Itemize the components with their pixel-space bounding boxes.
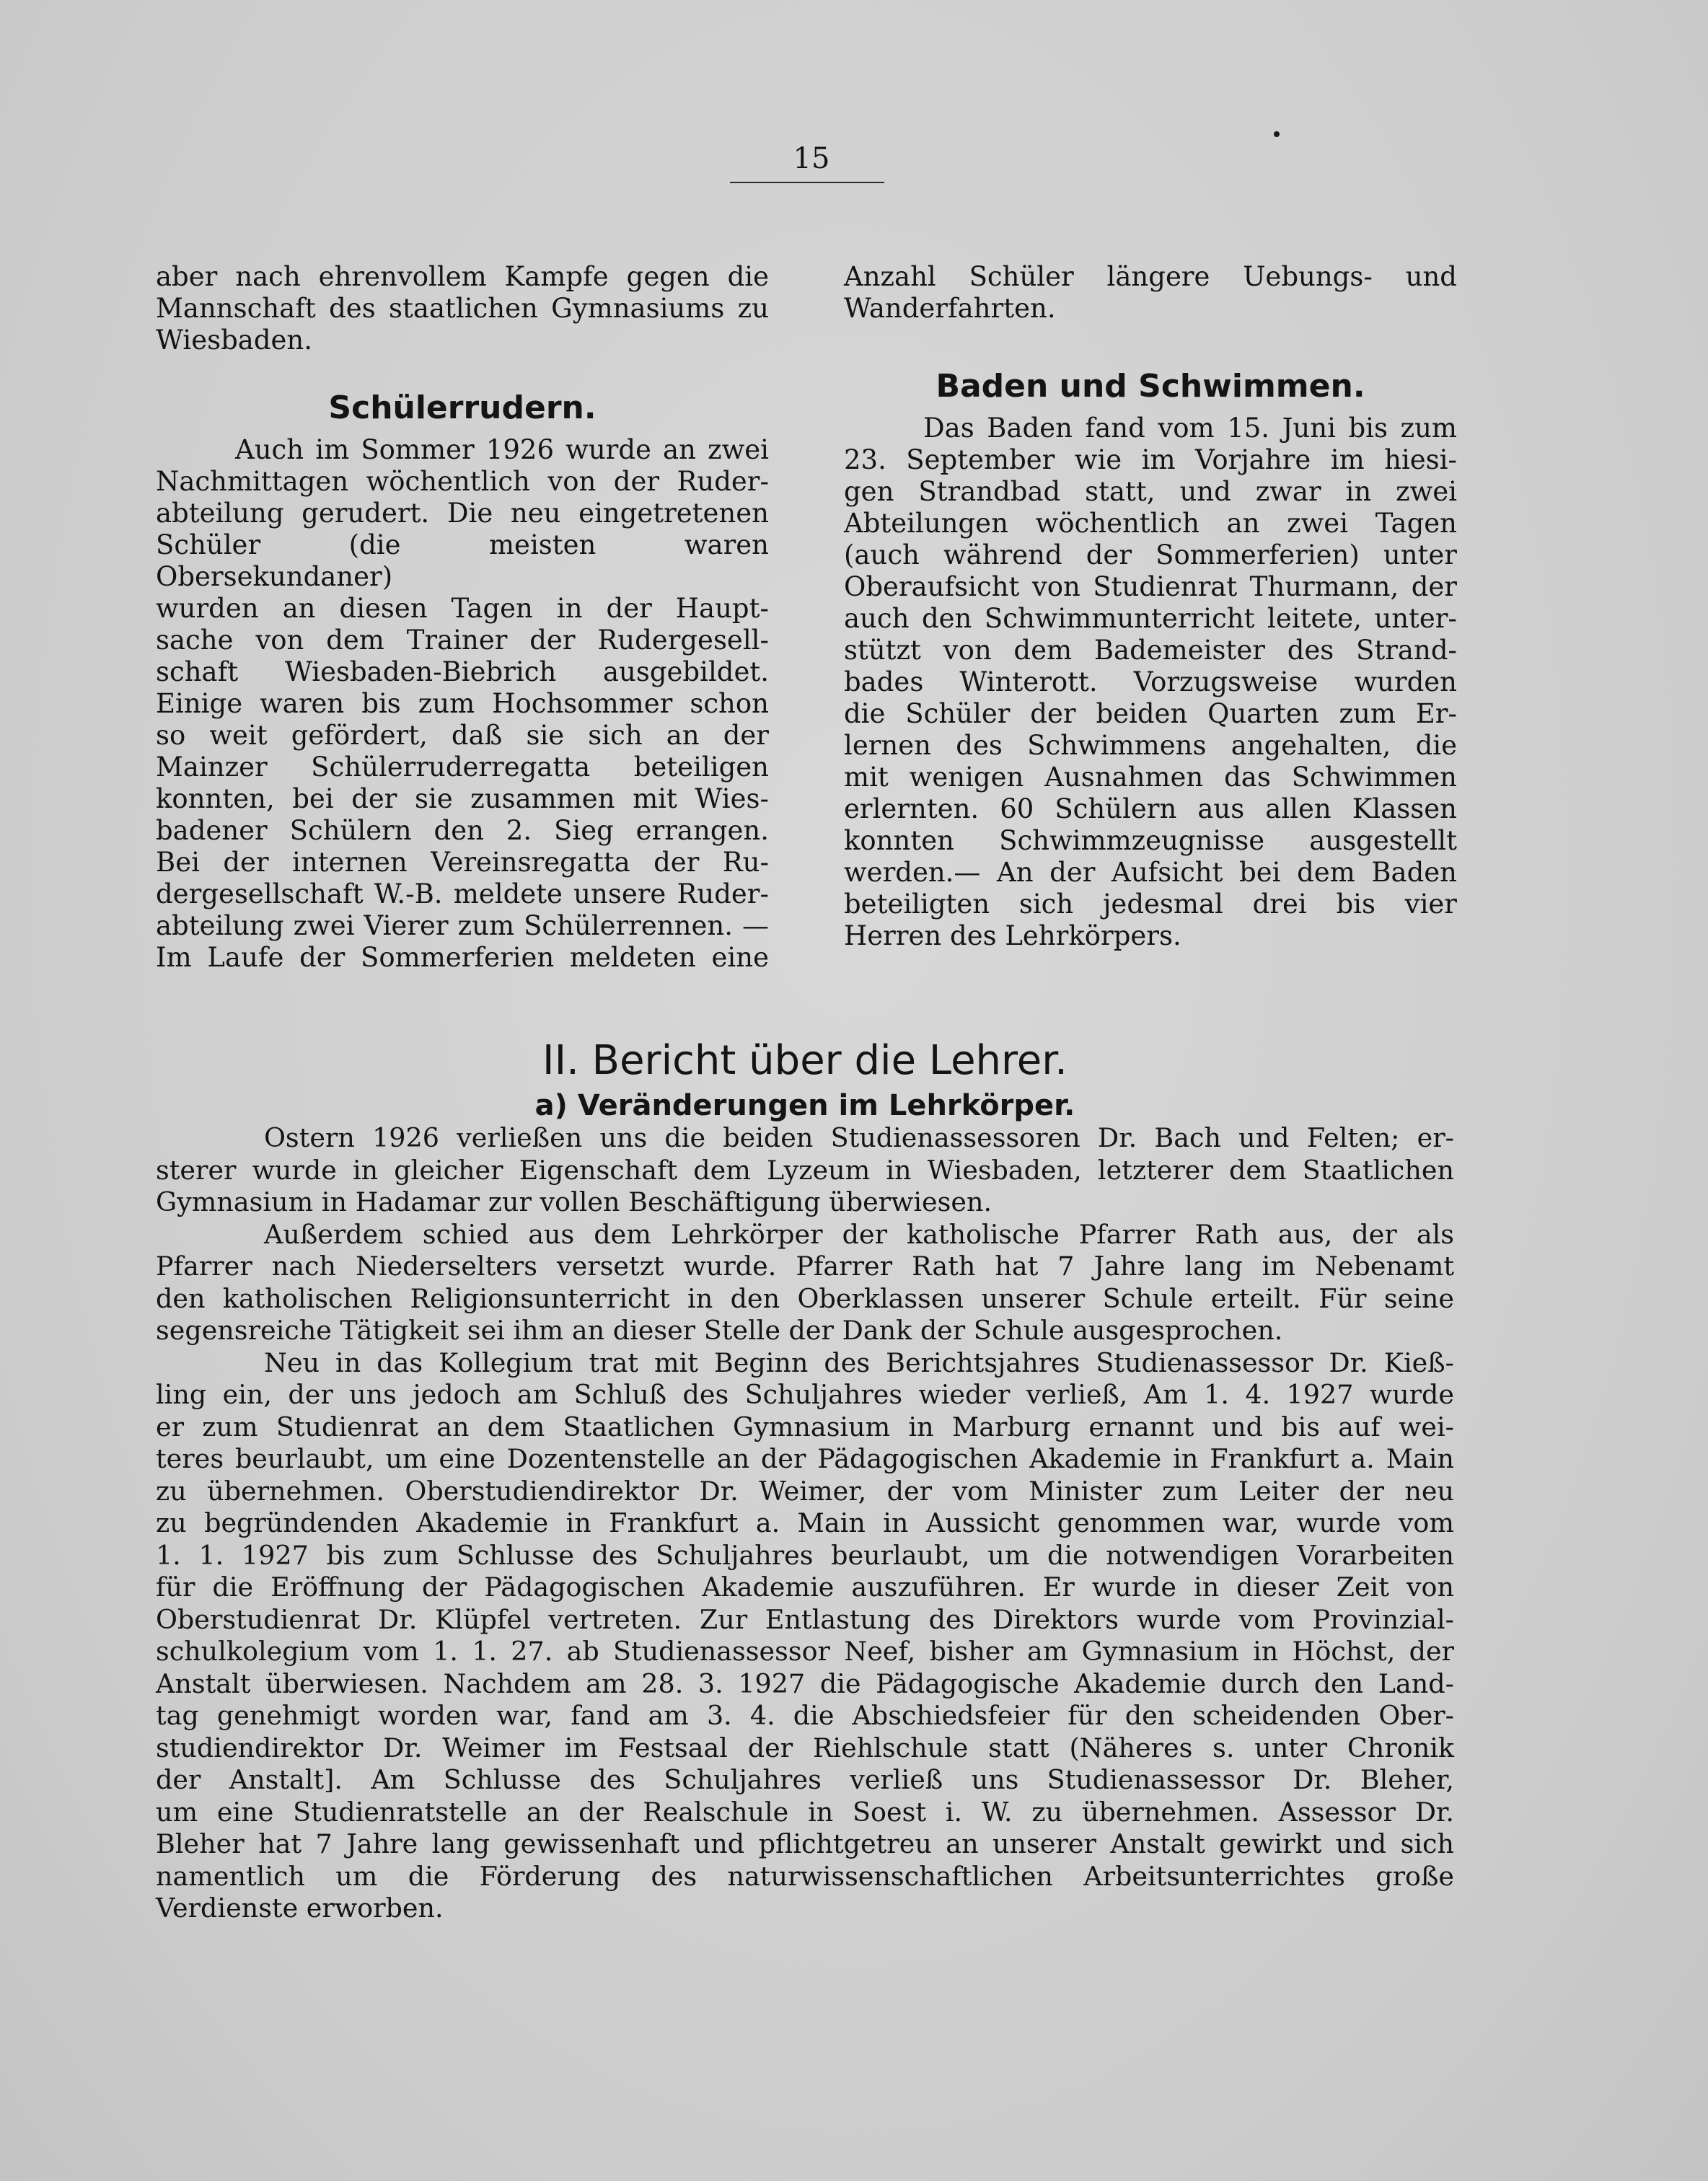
- right-intro: [844, 261, 1457, 325]
- heading-schuelerrudern: Schülerrudern.: [328, 389, 597, 426]
- section-body: [156, 1122, 1454, 1925]
- text-line: tag genehmigt worden war, fand am 3. 4. die Abschiedsfeier für den scheidenden Ober-: [156, 1700, 1454, 1731]
- text-line: Neu in das Kollegium trat mit Beginn des Berichtsjahres Studienassessor Dr. Kieß-: [264, 1347, 1454, 1378]
- text-line: Oberstudienrat Dr. Klüpfel vertreten. Zur Entlastung des Direktors wurde vom Provinzial-: [156, 1603, 1454, 1635]
- text-line: namentlich um die Förderung des naturwissenschaftlichen Arbeitsunterrichtes große: [156, 1860, 1454, 1892]
- body-paragraph: [156, 1219, 1454, 1347]
- text-line: zu übernehmen. Oberstudiendirektor Dr. Weimer, der vom Minister zum Leiter der neu: [156, 1475, 1454, 1507]
- text-line: 23. September wie im Vorjahre im hiesi-: [844, 444, 1457, 475]
- text-line: (auch während der Sommerferien) unter: [844, 539, 1457, 570]
- text-line: der Anstalt]. Am Schlusse des Schuljahres verließ uns Studienassessor Dr. Bleher,: [156, 1764, 1454, 1795]
- subsection-title: a) Veränderungen im Lehrkörper.: [534, 1089, 1075, 1122]
- text-line: konnten, bei der sie zusammen mit Wies-: [156, 783, 769, 814]
- text-line: mit wenigen Ausnahmen das Schwimmen: [844, 762, 1457, 793]
- text-line: bades Winterott. Vorzugsweise wurden: [844, 666, 1457, 697]
- text-line: badener Schülern den 2. Sieg errangen.: [156, 815, 769, 846]
- left-intro: [156, 261, 769, 356]
- text-line: den katholischen Religionsunterricht in den Oberklassen unserer Schule erteilt. Für seine: [156, 1282, 1454, 1314]
- text-line: gen Strandbad statt, und zwar in zwei: [844, 476, 1457, 507]
- right-column: [844, 261, 1457, 952]
- text-line: Oberaufsicht von Studienrat Thurmann, der: [844, 571, 1457, 602]
- text-line: zu begründenden Akademie in Frankfurt a. Main in Aussicht genommen war, wurde vom: [156, 1507, 1454, 1538]
- text-line: Im Laufe der Sommerferien meldeten eine: [156, 942, 769, 973]
- text-line: Verdienste erworben.: [156, 1893, 444, 1924]
- text-line: ling ein, der uns jedoch am Schluß des Schuljahres wieder verließ, Am 1. 4. 1927 wurde: [156, 1379, 1454, 1410]
- left-paragraph: [156, 434, 769, 974]
- text-line: sterer wurde in gleicher Eigenschaft dem Lyzeum in Wiesbaden, letzterer dem Staatlichen: [156, 1154, 1454, 1186]
- text-line: so weit gefördert, daß sie sich an der: [156, 720, 769, 751]
- left-column: [156, 261, 769, 974]
- text-line: Mainzer Schülerruderregatta beteiligen: [156, 752, 769, 783]
- text-line: Mannschaft des staatlichen Gymnasiums zu: [156, 293, 769, 324]
- text-line: Außerdem schied aus dem Lehrkörper der katholische Pfarrer Rath aus, der als: [264, 1218, 1454, 1250]
- text-line: Bleher hat 7 Jahre lang gewissenhaft und pflichtgetreu an unserer Anstalt gewirkt und sich: [156, 1828, 1454, 1859]
- text-line: Wiesbaden.: [156, 325, 313, 356]
- text-line: abteilung gerudert. Die neu eingetretenen: [156, 498, 769, 529]
- page-number-rule: [730, 182, 884, 183]
- right-paragraph: [844, 413, 1457, 952]
- text-line: für die Eröffnung der Pädagogischen Akademie auszuführen. Er wurde in dieser Zeit von: [156, 1572, 1454, 1603]
- text-line: beteiligten sich jedesmal drei bis vier: [844, 889, 1457, 920]
- text-line: Anstalt überwiesen. Nachdem am 28. 3. 1927 die Pädagogische Akademie durch den Land-: [156, 1667, 1454, 1699]
- text-line: Das Baden fand vom 15. Juni bis zum: [923, 413, 1457, 444]
- text-line: abteilung zwei Vierer zum Schülerrennen. —: [156, 910, 769, 941]
- text-line: Bei der internen Vereinsregatta der Ru-: [156, 847, 769, 878]
- text-line: Anzahl Schüler längere Uebungs- und: [844, 261, 1457, 292]
- text-line: werden.— An der Aufsicht bei dem Baden: [844, 857, 1457, 888]
- section-title: II. Bericht über die Lehrer.: [542, 1037, 1068, 1084]
- scan-speck: [1274, 131, 1280, 137]
- text-line: segensreiche Tätigkeit sei ihm an dieser Stelle der Dank der Schule ausgesprochen.: [156, 1315, 1283, 1346]
- text-line: sache von dem Trainer der Rudergesell-: [156, 625, 769, 656]
- text-line: aber nach ehrenvollem Kampfe gegen die: [156, 261, 769, 292]
- text-line: er zum Studienrat an dem Staatlichen Gymnasium in Marburg ernannt und bis auf wei-: [156, 1411, 1454, 1442]
- text-line: Schüler (die meisten waren Obersekundaner): [156, 529, 769, 592]
- text-line: lernen des Schwimmens angehalten, die: [844, 730, 1457, 761]
- text-line: Einige waren bis zum Hochsommer schon: [156, 688, 769, 719]
- text-line: auch den Schwimmunterricht leitete, unter-: [844, 603, 1457, 634]
- text-line: 1. 1. 1927 bis zum Schlusse des Schuljahres beurlaubt, um die notwendigen Vorarbeiten: [156, 1539, 1454, 1571]
- body-paragraph: [156, 1122, 1454, 1219]
- text-line: teres beurlaubt, um eine Dozentenstelle an der Pädagogischen Akademie in Frankfurt a. Main: [156, 1443, 1454, 1474]
- text-line: studiendirektor Dr. Weimer im Festsaal der Riehlschule statt (Näheres s. unter Chronik: [156, 1732, 1454, 1763]
- text-line: wurden an diesen Tagen in der Haupt-: [156, 593, 769, 624]
- text-line: konnten Schwimmzeugnisse ausgestellt: [844, 825, 1457, 856]
- text-line: Wanderfahrten.: [844, 293, 1056, 324]
- text-line: schulkolegium vom 1. 1. 27. ab Studienassessor Neef, bisher am Gymnasium in Höchst, der: [156, 1636, 1454, 1667]
- text-line: Auch im Sommer 1926 wurde an zwei: [235, 434, 769, 465]
- text-line: dergesellschaft W.-B. meldete unsere Ruder-: [156, 878, 769, 909]
- text-line: schaft Wiesbaden-Biebrich ausgebildet.: [156, 656, 769, 687]
- text-line: erlernten. 60 Schülern aus allen Klassen: [844, 793, 1457, 824]
- page-number: 15: [793, 142, 830, 175]
- text-line: die Schüler der beiden Quarten zum Er-: [844, 698, 1457, 729]
- text-line: Herren des Lehrkörpers.: [844, 920, 1181, 951]
- text-line: Nachmittagen wöchentlich von der Ruder-: [156, 466, 769, 497]
- text-line: Gymnasium in Hadamar zur vollen Beschäftigung überwiesen.: [156, 1186, 992, 1217]
- text-line: um eine Studienratstelle an der Realschule in Soest i. W. zu übernehmen. Assessor Dr.: [156, 1796, 1454, 1828]
- text-line: stützt von dem Bademeister des Strand-: [844, 635, 1457, 666]
- text-line: Abteilungen wöchentlich an zwei Tagen: [844, 508, 1457, 539]
- text-line: Ostern 1926 verließen uns die beiden Studienassessoren Dr. Bach und Felten; er-: [264, 1122, 1454, 1153]
- body-paragraph: [156, 1347, 1454, 1925]
- text-line: Pfarrer nach Niederselters versetzt wurde. Pfarrer Rath hat 7 Jahre lang im Nebenamt: [156, 1251, 1454, 1282]
- heading-baden-und-schwimmen: Baden und Schwimmen.: [936, 368, 1365, 405]
